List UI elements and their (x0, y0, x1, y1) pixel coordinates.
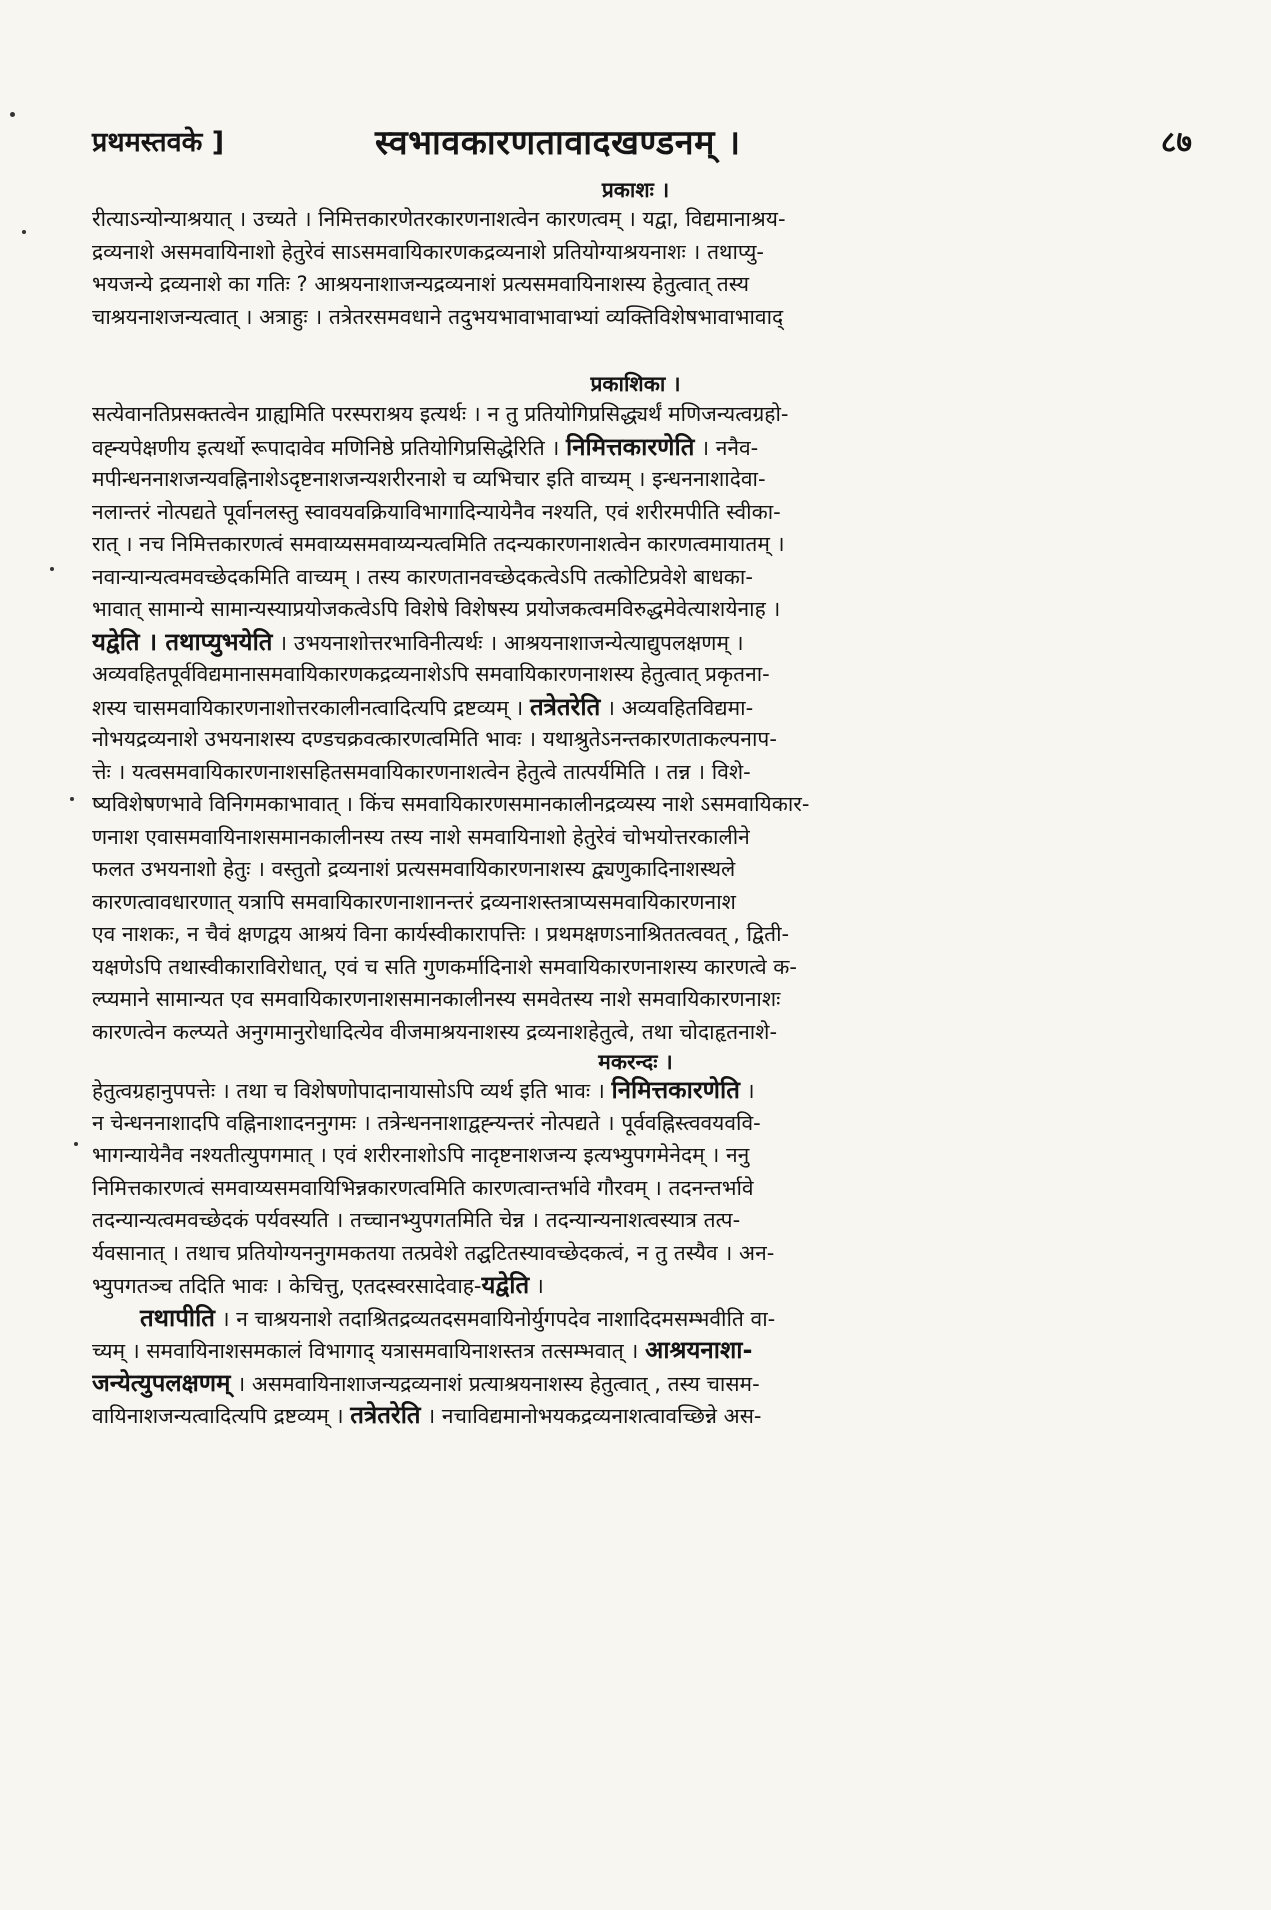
text-line (92, 1107, 1174, 1140)
line-text: सत्येवानतिप्रसक्तत्वेन ग्राह्यमिति परस्पराश्रय इत्यर्थः । न तु प्रतियोगिप्रसिद्ध्यर्थं मणिजन्यत्वग्रहो- (92, 402, 789, 426)
pratika-lemma: निमित्तकारणेति (565, 432, 695, 461)
line-text: भागन्यायेनैव नश्यतीत्युपगमात् । एवं शरीरनाशोऽपि नादृष्टनाशजन्य इत्यभ्युपगमेनेदम् । ननु (92, 1143, 750, 1167)
text-line: भयजन्ये द्रव्यनाशे का गतिः ? आश्रयनाशाजन्यद्रव्यनाशं प्रत्यसमवायिनाशस्य हेतुत्वात् तस्य (92, 272, 750, 296)
text-line (92, 1269, 1174, 1302)
page-number: ८७ (1160, 125, 1192, 160)
line-text: भ्युपगतञ्च तदिति भावः । केचित्तु, एतदस्वरसादेवाह- (92, 1274, 482, 1298)
pratika-lemma: जन्येत्युपलक्षणम् (92, 1368, 231, 1397)
text-line (92, 626, 1174, 659)
line-text: । असमवायिनाशाजन्यद्रव्यनाशं प्रत्याश्रयनाशस्य हेतुत्वात् , तस्य चासम- (230, 1371, 760, 1396)
line-text: मपीन्धननाशजन्यवह्निनाशेऽदृष्टनाशजन्यशरीरनाशे च व्यभिचार इति वाच्यम् । इन्धननाशादेवा- (92, 467, 766, 491)
makaranda-text (92, 1074, 1174, 1432)
line-text: वह्न्यपेक्षणीय इत्यर्थो रूपादावेव मणिनिष्ठे प्रतियोगिप्रसिद्धेरिति । (92, 435, 566, 460)
line-text: यक्षणेऽपि तथास्वीकाराविरोधात्, एवं च सति गुणकर्मादिनाशे समवायिकारणनाशस्य कारणत्वे क- (92, 954, 798, 979)
text-line (92, 853, 1174, 886)
line-text: नलान्तरं नोत्पद्यते पूर्वानलस्तु स्वावयवक्रियाविभागादिन्यायेनैव नश्यति, एवं शरीरमपीति स्वीका- (92, 499, 781, 524)
prakashika-text (92, 398, 1174, 1048)
text-line (92, 1074, 1174, 1107)
text-line (92, 723, 1174, 756)
scan-speck (74, 1142, 78, 1146)
pratika-lemma: तथापीति (140, 1303, 215, 1332)
line-text: त्तेः । यत्वसमवायिकारणनाशसहितसमवायिकारणनाशत्वेन हेतुत्वे तात्पर्यमिति । तन्न । विशे- (92, 759, 751, 784)
text-line (92, 528, 1174, 561)
line-text: अव्यवहितपूर्वविद्यमानासमवायिकारणकद्रव्यनाशेऽपि समवायिकारणनाशस्य हेतुत्वात् प्रकृतना- (92, 662, 770, 686)
text-line (92, 756, 1174, 789)
text-line (92, 1139, 1174, 1172)
line-text: । अव्यवहितविद्यमा- (600, 695, 754, 720)
text-line (92, 1016, 1174, 1049)
scan-speck (50, 567, 54, 571)
scan-speck (70, 797, 74, 801)
running-header (92, 118, 1192, 162)
line-text: नोभयद्रव्यनाशे उभयनाशस्य दण्डचक्रवत्कारणत्वमिति भावः । यथाश्रुतेऽनन्तकारणताकल्पनाप- (92, 727, 777, 751)
line-text: कारणत्वावधारणात् यत्रापि समवायिकारणनाशानन्तरं द्रव्यनाशस्तत्राप्यसमवायिकारणनाश (92, 889, 736, 914)
scan-speck (22, 230, 26, 234)
line-text: फलत उभयनाशो हेतुः । वस्तुतो द्रव्यनाशं प्रत्यसमवायिकारणनाशस्य द्व्यणुकादिनाशस्थले (92, 857, 736, 881)
text-line (92, 918, 1174, 951)
pratika-lemma: निमित्तकारणेति (611, 1076, 740, 1104)
line-text: । नचाविद्यमानोभयकद्रव्यनाशत्वावच्छिन्ने अस- (420, 1404, 762, 1428)
line-text: । उभयनाशोत्तरभाविनीत्यर्थः । आश्रयनाशाजन्येत्याद्युपलक्षणम् । (272, 630, 744, 655)
line-text: भावात् सामान्ये सामान्यस्याप्रयोजकत्वेऽपि विशेषे विशेषस्य प्रयोजकत्वमविरुद्धमेवेत्याशयेनाह । (92, 597, 781, 621)
text-line: रीत्याऽन्योन्याश्रयात् । उच्यते । निमित्तकारणेतरकारणनाशत्वेन कारणत्वम् । यद्वा, विद्यमानाश्रय- (92, 207, 786, 231)
text-line (92, 1334, 1174, 1367)
pratika-lemma: यद्वेति । तथाप्युभयेति (92, 627, 273, 656)
text-line (92, 1399, 1174, 1432)
line-text: ष्यविशेषणभावे विनिगमकाभावात् । किंच समवायिकारणसमानकालीनद्रव्यस्य नाशे ऽसमवायिकार- (92, 792, 810, 816)
text-line (92, 951, 1174, 984)
line-text: । (529, 1274, 544, 1298)
line-text: । न चाश्रयनाशे तदाश्रितद्रव्यतदसमवायिनोर्युगपदेव नाशादिदमसम्भवीति वा- (214, 1306, 776, 1331)
text-line (92, 398, 1174, 431)
heading-prakashika: प्रकाशिका । (590, 372, 681, 396)
text-line (92, 1204, 1174, 1237)
line-text: नवान्यान्यत्वमवच्छेदकमिति वाच्यम् । तस्य कारणतानवच्छेदकत्वेऽपि तत्कोटिप्रवेशे बाधका- (92, 564, 753, 589)
line-text: वायिनाशजन्यत्वादित्यपि द्रष्टव्यम् । (92, 1404, 351, 1428)
pratika-lemma: तत्रेतरेति (350, 1401, 421, 1429)
text-line (92, 561, 1174, 594)
pratika-lemma: तत्रेतरेति (529, 692, 601, 721)
line-text: । (739, 1079, 755, 1103)
text-line (92, 691, 1174, 724)
line-text: तदन्यान्यत्वमवच्छेदकं पर्यवस्यति । तच्चानभ्युपगतमिति चेन्न । तदन्यान्यनाशत्वस्यात्र तत्प- (92, 1208, 741, 1232)
line-text: कारणत्वेन कल्प्यते अनुगमानुरोधादित्येव वीजमाश्रयनाशस्य द्रव्यनाशहेतुत्वे, तथा चोदाहृतनाशे- (92, 1019, 778, 1044)
scan-speck (10, 112, 15, 117)
line-text: च्यम् । समवायिनाशसमकालं विभागाद् यत्रासमवायिनाशस्तत्र तत्सम्भवात् । (92, 1339, 645, 1363)
text-line (92, 1302, 1174, 1335)
prakasha-text (92, 203, 1174, 333)
line-text: शस्य चासमवायिकारणनाशोत्तरकालीनत्वादित्यपि द्रष्टव्यम् । (92, 695, 530, 720)
text-line (92, 983, 1174, 1016)
line-text: न चेन्धननाशादपि वह्निनाशादननुगमः । तत्रेन्धननाशाद्वह्न्यन्तरं नोत्पद्यते । पूर्ववह्निस्त्ववयववि- (92, 1110, 761, 1135)
line-text: र्यवसानात् । तथाच प्रतियोग्यननुगमकतया तत्प्रवेशे तद्घटितस्यावच्छेदकत्वं, न तु तस्यैव । अन- (92, 1240, 775, 1265)
text-line (92, 821, 1174, 854)
text-line (92, 658, 1174, 691)
line-text: णनाश एवासमवायिनाशसमानकालीनस्य तस्य नाशे समवायिनाशो हेतुरेवं चोभयोत्तरकालीने (92, 824, 750, 849)
heading-makaranda: मकरन्दः । (598, 1050, 673, 1074)
line-text: हेतुत्वग्रहानुपपत्तेः । तथा च विशेषणोपादानायासोऽपि व्यर्थ इति भावः । (92, 1079, 612, 1103)
heading-prakasha: प्रकाशः । (601, 178, 670, 202)
text-line (92, 1172, 1174, 1205)
header-title: स्वभावकारणतावादखण्डनम् । (375, 123, 741, 163)
text-line (92, 1237, 1174, 1270)
pratika-lemma: यद्वेति (481, 1271, 530, 1299)
text-line: द्रव्यनाशे असमवायिनाशो हेतुरेवं साऽसमवायिकारणकद्रव्यनाशे प्रतियोग्याश्रयनाशः । तथाप्यु- (92, 239, 764, 264)
line-text: रात् । नच निमित्तकारणत्वं समवाय्यसमवाय्यन्यत्वमिति तदन्यकारणनाशत्वेन कारणत्वमायातम् । (92, 532, 785, 556)
text-line (92, 431, 1174, 464)
text-line: चाश्रयनाशजन्यत्वात् । अत्राहुः । तत्रेतरसमवधाने तदुभयभावाभावाभ्यां व्यक्तिविशेषभावाभावाद् (92, 304, 784, 329)
text-line (92, 496, 1174, 529)
line-text: । ननैव- (694, 435, 759, 460)
line-text: ल्प्यमाने सामान्यत एव समवायिकारणनाशसमानकालीनस्य समवेतस्य नाशे समवायिकारणनाशः (92, 987, 781, 1011)
pratika-lemma: आश्रयनाशा- (644, 1336, 753, 1364)
line-text: एव नाशकः, न चैवं क्षणद्वय आश्रयं विना कार्यस्वीकारापत्तिः । प्रथमक्षणऽनाश्रिततत्ववत् , द्विती- (92, 922, 790, 946)
header-left: प्रथमस्तवके ] (92, 127, 225, 158)
text-line (92, 886, 1174, 919)
text-line (92, 463, 1174, 496)
text-line (92, 788, 1174, 821)
text-line (92, 593, 1174, 626)
line-text: निमित्तकारणत्वं समवाय्यसमवायिभिन्नकारणत्वमिति कारणत्वान्तर्भावे गौरवम् । तदनन्तर्भावे (92, 1175, 754, 1200)
text-line (92, 1367, 1174, 1400)
